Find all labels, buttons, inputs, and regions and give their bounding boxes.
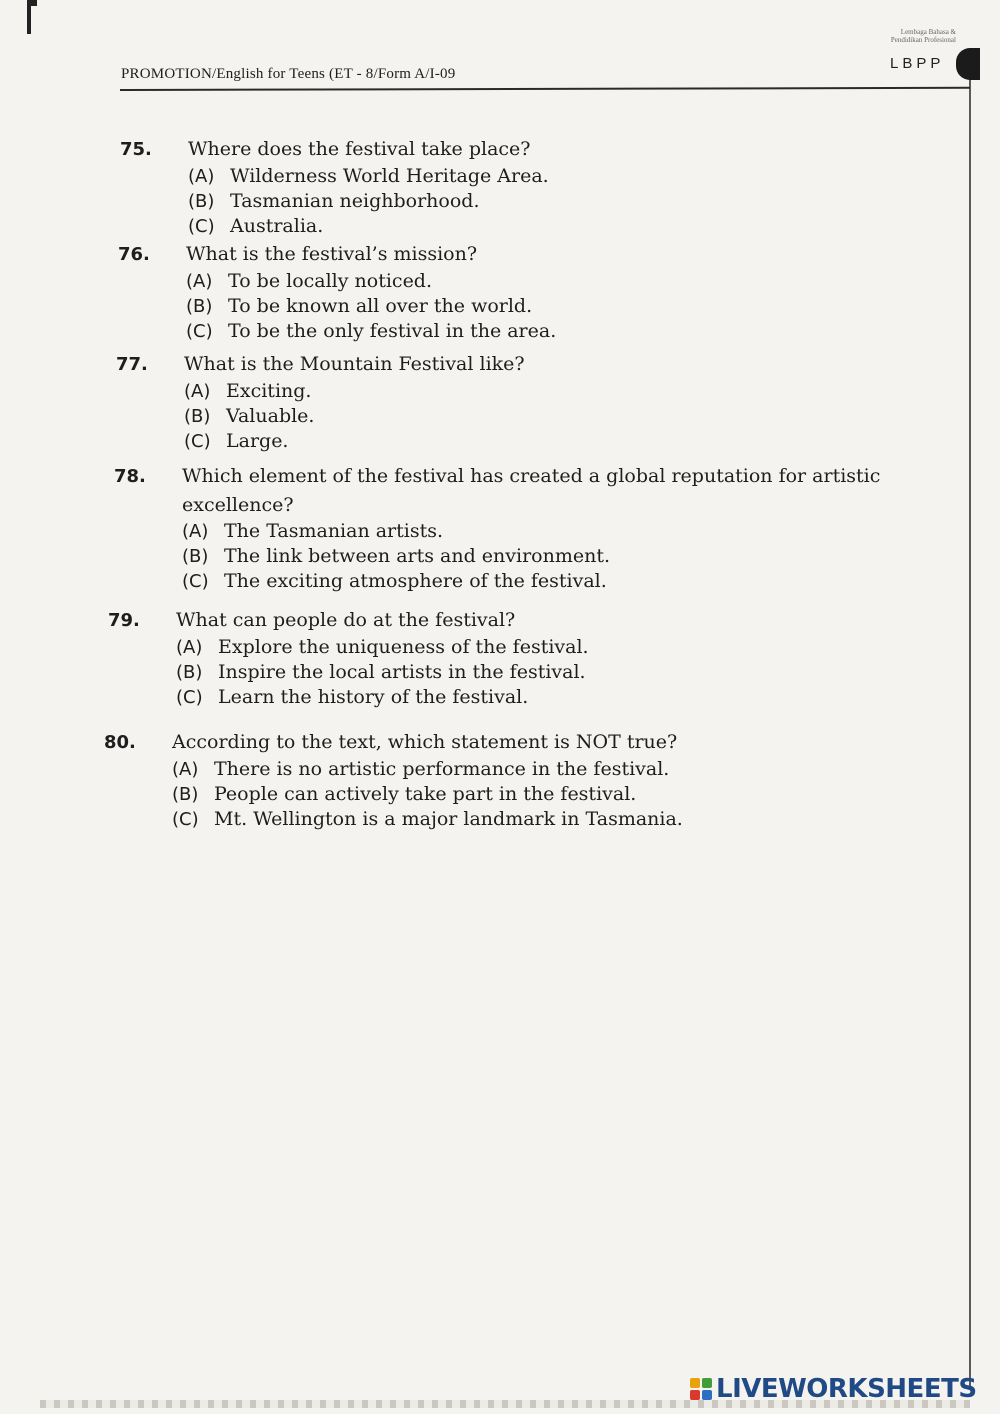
logo-square-3 [690,1390,700,1400]
option-b[interactable]: (B) Inspire the local artists in the festival. [176,661,586,683]
option-a[interactable]: (A) To be locally noticed. [186,270,433,292]
question-76 [118,240,556,344]
question-text: What can people do at the festival? [176,609,516,631]
lbpp-logo [838,28,1000,88]
question-75 [120,135,549,239]
question-number: 76. [118,244,150,265]
option-c[interactable]: (C) To be the only festival in the area. [186,320,557,342]
question-text: What is the Mountain Festival like? [184,353,525,375]
logo-square-1 [690,1378,700,1388]
question-number: 80. [104,732,136,753]
option-a[interactable]: (A) Explore the uniqueness of the festival. [176,636,589,658]
option-b[interactable]: (B) Valuable. [184,405,315,427]
question-number: 75. [120,139,152,160]
question-text-continued: excellence? [182,494,294,516]
brand-name: LIVEWORKSHEETS [716,1374,977,1404]
option-a[interactable]: (A) Exciting. [184,380,312,402]
question-78 [114,462,880,594]
option-b[interactable]: (B) To be known all over the world. [186,295,533,317]
question-80 [104,728,683,832]
question-text: What is the festival’s mission? [186,243,478,265]
option-b[interactable]: (B) The link between arts and environment. [182,545,611,567]
option-a[interactable]: (A) The Tasmanian artists. [182,520,444,542]
question-number: 78. [114,466,146,487]
logo-square-4 [702,1390,712,1400]
question-text: Which element of the festival has created a global reputation for artistic [182,465,881,487]
page-header-title: PROMOTION/English for Teens (ET - 8/Form A/I-09 [121,66,456,82]
option-b[interactable]: (B) People can actively take part in the festival. [172,783,637,805]
logo-square-2 [702,1378,712,1388]
question-number: 77. [116,354,148,375]
option-a[interactable]: (A) There is no artistic performance in the festival. [172,758,670,780]
logo-mark-icon [956,48,980,80]
page-edge-mark-corner [27,0,37,6]
option-b[interactable]: (B) Tasmanian neighborhood. [188,190,480,212]
liveworksheets-logo-icon [690,1378,712,1400]
logo-caption: Lembaga Bahasa & Pendidikan Profesional [890,28,956,44]
option-c[interactable]: (C) Learn the history of the festival. [176,686,529,708]
question-77 [116,350,525,454]
page-right-edge [969,60,971,1390]
liveworksheets-brand[interactable] [690,1374,977,1404]
option-a[interactable]: (A) Wilderness World Heritage Area. [188,165,549,187]
option-c[interactable]: (C) Australia. [188,215,324,237]
question-text: Where does the festival take place? [188,138,531,160]
option-c[interactable]: (C) Mt. Wellington is a major landmark in Tasmania. [172,808,683,830]
question-number: 79. [108,610,140,631]
logo-text: LBPP [890,55,945,72]
option-c[interactable]: (C) The exciting atmosphere of the festival. [182,570,607,592]
question-79 [108,606,589,710]
question-text: According to the text, which statement is NOT true? [172,731,678,753]
option-c[interactable]: (C) Large. [184,430,289,452]
